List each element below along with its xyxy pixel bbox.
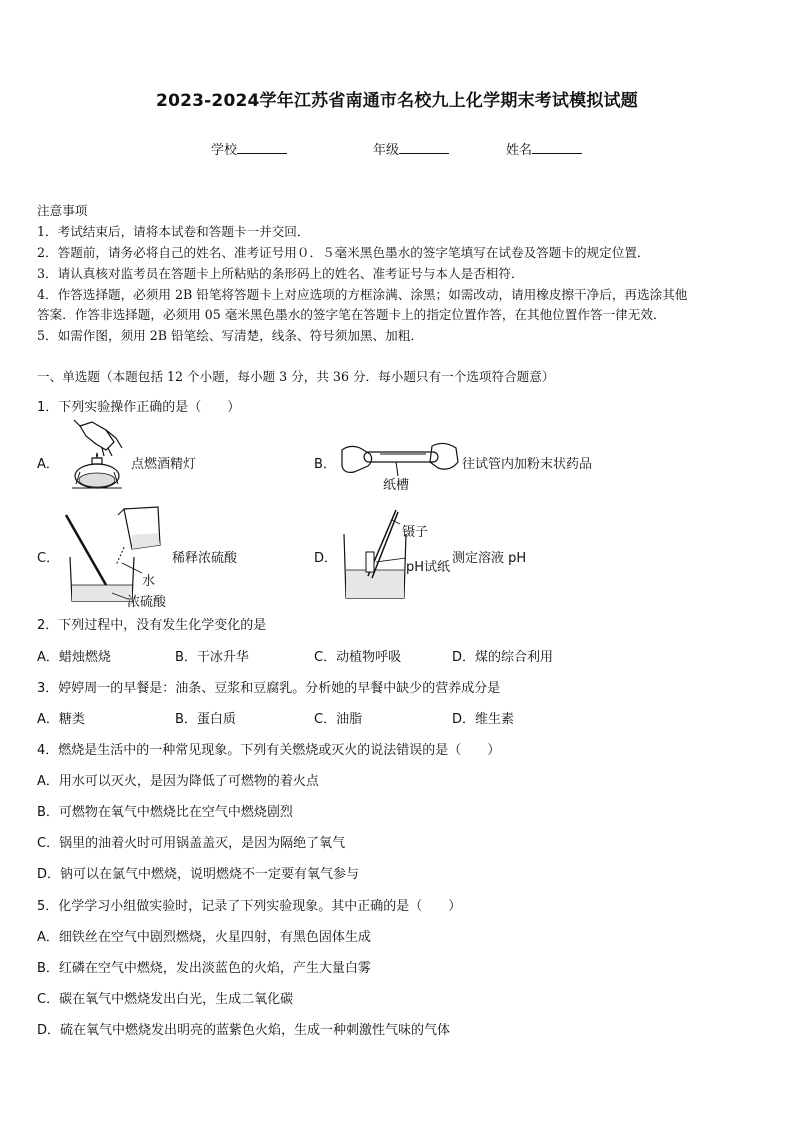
- q5-option-c: C．碳在氧气中燃烧发出白光，生成二氧化碳: [37, 992, 294, 1007]
- notice-item: 1．考试结束后，请将本试卷和答题卡一并交回．: [37, 224, 310, 239]
- name-field: [506, 139, 582, 158]
- q3-stem: 3．婷婷周一的早餐是：油条、豆浆和豆腐乳。分析她的早餐中缺少的营养成分是: [37, 681, 501, 696]
- q1-option-b-text: 往试管内加粉末状药品: [462, 457, 593, 472]
- q4-stem: 4．燃烧是生活中的一种常见现象。下列有关燃烧或灭火的说法错误的是（ ）: [37, 743, 501, 758]
- q5-option-a: A．细铁丝在空气中剧烈燃烧，火星四射，有黑色固体生成: [37, 930, 371, 945]
- q5-option-b: B．红磷在空气中燃烧，发出淡蓝色的火焰，产生大量白雾: [37, 961, 371, 976]
- q4-option-d: D．钠可以在氯气中燃烧，说明燃烧不一定要有氧气参与: [37, 867, 360, 882]
- section-heading: 一、单选题（本题包括 12 个小题，每小题 3 分，共 36 分．每小题只有一个选项符合题意）: [37, 369, 555, 384]
- q1-option-d-letter: D．: [314, 551, 338, 566]
- notice-item: 答案．作答非选择题，必须用 05 毫米黑色墨水的签字笔在答题卡上的指定位置作答，在其他位置作答一律无效．: [37, 307, 666, 322]
- q5-option-d: D．硫在氧气中燃烧发出明亮的蓝紫色火焰，生成一种刺激性气味的气体: [37, 1023, 451, 1038]
- notice-heading: 注意事项: [37, 203, 88, 218]
- conc-acid-label: 浓硫酸: [127, 595, 167, 610]
- q2-option-c: C．动植物呼吸: [314, 650, 402, 665]
- q2-option-b: B．干冰升华: [175, 650, 249, 665]
- notice-item: 3．请认真核对监考员在答题卡上所粘贴的条形码上的姓名、准考证号与本人是否相符．: [37, 266, 524, 281]
- school-label: 学校: [211, 143, 238, 158]
- q4-option-c: C．锅里的油着火时可用锅盖盖灭，是因为隔绝了氧气: [37, 836, 346, 851]
- q3-option-d: D．维生素: [452, 712, 515, 727]
- q1-option-b-letter: B．: [314, 457, 336, 472]
- q1-stem: 1．下列实验操作正确的是（ ）: [37, 400, 241, 415]
- q2-option-d: D．煤的综合利用: [452, 650, 554, 665]
- grade-label: 年级: [373, 143, 400, 158]
- notice-item: 4．作答选择题，必须用 2B 铅笔将答题卡上对应选项的方框涂满、涂黑；如需改动，请用橡皮擦干净后，再选涂其他: [37, 287, 688, 302]
- notice-item: 5．如需作图，须用 2B 铅笔绘、写清楚，线条、符号须加黑、加粗．: [37, 328, 423, 343]
- grade-blank: [399, 141, 449, 154]
- q2-option-a: A．蜡烛燃烧: [37, 650, 111, 665]
- q3-option-b: B．蛋白质: [175, 712, 236, 727]
- q1-option-a-text: 点燃酒精灯: [131, 457, 197, 472]
- q4-option-a: A．用水可以灭火，是因为降低了可燃物的着火点: [37, 774, 319, 789]
- school-blank: [237, 141, 287, 154]
- alcohol-lamp-lighting-figure: [62, 418, 134, 498]
- grade-field: [373, 139, 449, 158]
- q2-stem: 2．下列过程中，没有发生化学变化的是: [37, 618, 267, 633]
- q1-option-a-letter: A．: [37, 457, 59, 472]
- name-label: 姓名: [506, 143, 533, 158]
- page-title: 2023-2024学年江苏省南通市名校九上化学期末考试模拟试题: [156, 91, 638, 111]
- notice-item: 2．答题前，请务必将自己的姓名、准考证号用０．５毫米黑色墨水的签字笔填写在试卷及答题卡的规定位置．: [37, 245, 650, 260]
- q3-option-a: A．糖类: [37, 712, 85, 727]
- q5-stem: 5．化学学习小组做实验时，记录了下列实验现象。其中正确的是（ ）: [37, 899, 462, 914]
- q3-option-c: C．油脂: [314, 712, 363, 727]
- name-blank: [532, 141, 582, 154]
- tweezers-label: 镊子: [402, 525, 429, 540]
- q4-option-b: B．可燃物在氧气中燃烧比在空气中燃烧剧烈: [37, 805, 293, 820]
- q1-option-c-text: 稀释浓硫酸: [172, 551, 238, 566]
- water-label: 水: [142, 574, 156, 589]
- school-field: [211, 139, 287, 158]
- dilute-sulfuric-acid-figure: [62, 505, 172, 605]
- q1-option-c-letter: C．: [37, 551, 60, 566]
- q1-option-d-text: 测定溶液 pH: [452, 551, 527, 566]
- paper-trough-label: 纸槽: [383, 478, 410, 493]
- ph-paper-label: pH试纸: [406, 560, 451, 575]
